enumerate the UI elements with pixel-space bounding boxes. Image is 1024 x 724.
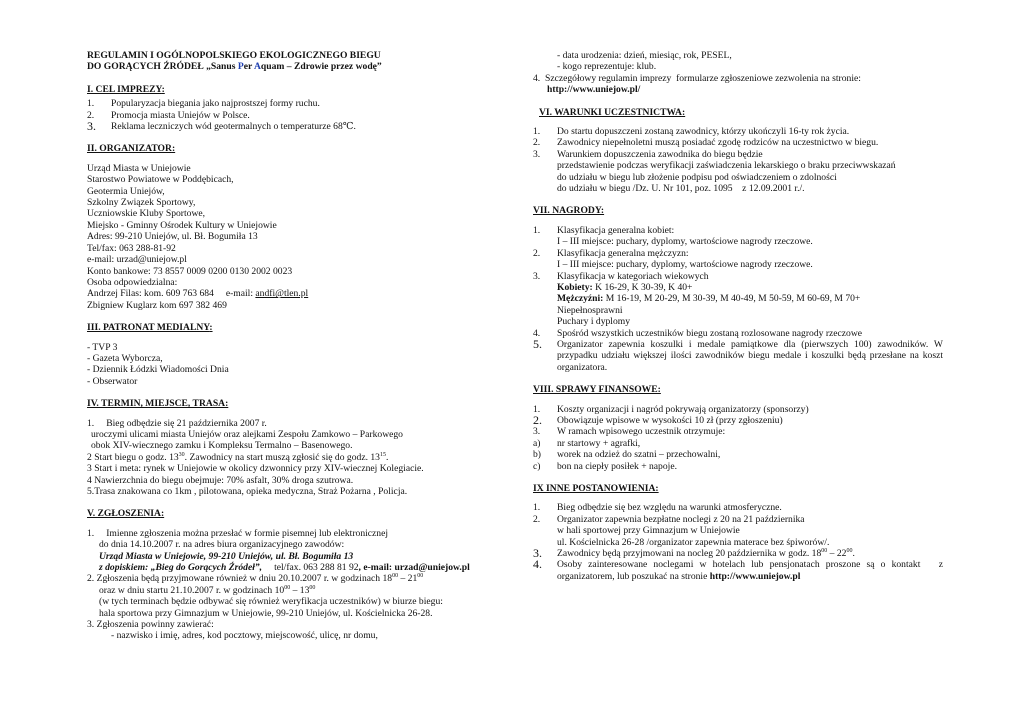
section-heading-organizer: II. ORGANIZATOR: [87,143,176,155]
list-item: - TVP 3 [87,341,118,353]
title-line-1: REGULAMIN I OGÓLNOPOLSKIEGO EKOLOGICZNEGO BIEGU [87,50,381,61]
term-line: 5.Trasa znakowana co 1km , pilotowana, opieka medyczna, Straż Pożarna , Policja. [87,486,408,497]
document-title [87,50,502,73]
contact-line: Andrzej Filas: kom. 609 763 684 e-mail: andfi@tlen.pl [87,288,309,300]
list-item-cont: Kobiety: K 16-29, K 30-39, K 40+ [557,281,693,293]
right-column [533,50,946,582]
reg-line: Urząd Miasta w Uniejowie, 99-210 Uniejów, ul. Bł. Bogumiła 13 [99,550,354,562]
section-heading-prizes: VII. NAGRODY: [533,205,605,217]
list-item: 2. Promocja miasta Uniejów w Polsce. [87,109,250,121]
list-item: 4. Osoby zainteresowane noclegami w hotelach lub pensjonatach proszone są o kontakt z organizatorem, lub poszukać na stronie http://www.uniejow.pl [533,557,946,582]
organizer-line: Osoba odpowiedzialna: [87,276,178,288]
other-list [533,502,946,582]
list-item: 3. W ramach wpisowego uczestnik otrzymuje: [533,426,726,438]
organizer-line: Adres: 99-210 Uniejów, ul. Bł. Bogumiła 13 [87,231,258,243]
list-item: 1. Bieg odbędzie się bez względu na warunki atmosferyczne. [533,502,782,514]
term-line: uroczymi ulicami miasta Uniejów oraz alejkami Zespołu Zamkowo – Parkowego [91,428,403,440]
list-item: b) worek na odzież do szatni – przechowalni, [533,449,721,461]
organizer-line: e-mail: urzad@uniejow.pl [87,254,187,266]
list-item-cont: do udziału w biegu /Dz. U. Nr 101, poz. 1095 z 12.09.2001 r./. [557,183,805,195]
organizer-line: Konto bankowe: 73 8557 0009 0200 0130 2002 0023 [87,265,293,277]
list-item: 3. Reklama leczniczych wód geotermalnych o temperaturze 68℃. [87,119,356,134]
section-heading-finance: VIII. SPRAWY FINANSOWE: [533,384,661,396]
reg-line: oraz w dniu startu 21.10.2007 r. w godzinach $10^{00} - 13^{00}$ [99,584,316,596]
finance-list [533,404,943,472]
reg-line: - nazwisko i imię, adres, kod pocztowy, miejscowość, ulicę, nr domu, [111,630,378,642]
contact-line-2: Zbigniew Kuglarz kom 697 382 469 [87,299,227,311]
list-item: c) bon na ciepły posiłek + napoje. [533,460,677,472]
list-item-cont: ul. Kościelnicka 26-28 /organizator zapewnia materace bez śpiworów/. [557,536,830,548]
organizer-line: Uczniowskie Kluby Sportowe, [87,208,206,220]
conditions-list [533,126,943,194]
section-heading-registration: V. ZGŁOSZENIA: [87,508,165,520]
organizer-line: Starostwo Powiatowe w Poddębicach, [87,174,234,186]
reg-line: - kogo reprezentuje: klub. [557,61,657,73]
list-item: 2. Obowiązuje wpisowe w wysokości 10 zł (przy zgłoszeniu) [533,412,783,427]
list-item: 1. Klasyfikacja generalna kobiet: [533,224,675,236]
organizer-line: Urząd Miasta w Uniejowie [87,162,191,174]
list-item: 2. Klasyfikacja generalna mężczyzn: [533,247,689,259]
section-heading-goal: I. CEL IMPREZY: [87,83,165,95]
website-link[interactable]: http://www.uniejow.pl [709,570,801,582]
reg-line: (w tych terminach będzie odbywać się również weryfikacja uczestników) w biurze biegu: [99,596,443,608]
list-item-cont: Niepełnosprawni [557,304,623,316]
term-line: 4 Nawierzchnia do biegu obejmuje: 70% asfalt, 30% droga szutrowa. [87,474,354,486]
reg-line: 3. Zgłoszenia powinny zawierać: [87,619,214,631]
section-heading-patronage: III. PATRONAT MEDIALNY: [87,322,213,334]
reg-line: 2. Zgłoszenia będą przyjmowane również w dniu 20.10.2007 r. w godzinach $18^{00} - 21^{00}$ [87,573,424,585]
left-column [87,50,502,642]
list-item-cont: I – III miejsce: puchary, dyplomy, wartościowe nagrody rzeczowe. [557,236,813,248]
reg-line: z dopiskiem: „Bieg do Gorących Źródeł”, tel/fax. 063 288 81 92, e-mail: urzad@uniejow.pl [99,562,470,574]
list-item-cont: w hali sportowej przy Gimnazjum w Uniejowie [557,525,740,537]
organizer-block [87,163,502,311]
email-link[interactable]: andfi@tlen.pl [255,288,309,300]
patronage-list [87,342,502,388]
reg-line: - data urodzenia: dzień, miesiąc, rok, PESEL, [557,50,732,61]
list-item: 1. Koszty organizacji i nagród pokrywają organizatorzy (sponsorzy) [533,403,809,415]
list-item-cont: I – III miejsce: puchary, dyplomy, wartościowe nagrody rzeczowe. [557,259,813,271]
list-item: a) nr startowy + agrafki, [533,437,641,449]
organizer-line: Tel/fax: 063 288-81-92 [87,242,176,254]
organizer-line: Geotermia Uniejów, [87,185,165,197]
prizes-list [533,225,943,373]
title-line-2: DO GORĄCYCH ŹRÓDEŁ „Sanus Per Aquam – Zdrowie przez wodę” [87,61,382,73]
organizer-line: Miejsko - Gminny Ośrodek Kultury w Uniejowie [87,219,277,231]
list-item: - Dziennik Łódzki Wiadomości Dnia [87,364,229,376]
term-line: 2 Start biegu o godz. $13^{30}$. Zawodnicy na start muszą zgłosić się do godz. $13^{15}$. [87,451,389,463]
organizer-line: Szkolny Związek Sportowy, [87,197,196,209]
term-line: 1. Bieg odbędzie się 21 października 2007 r. [87,417,267,429]
list-item: 3. Warunkiem dopuszczenia zawodnika do biegu będzie [533,148,763,160]
list-item-cont: do udziału w biegu lub złożenie podpisu pod oświadczeniem o zdolności [557,171,837,183]
section-heading-conditions: VI. WARUNKI UCZESTNICTWA: [539,106,686,118]
list-item-cont: Puchary i dyplomy [557,316,631,328]
section-heading-other: IX INNE POSTANOWIENIA: [533,483,659,494]
reg-line: hala sportowa przy Gimnazjum w Uniejowie, 99-210 Uniejów, ul. Kościelnicka 26-28. [99,607,433,619]
list-item: 3. Zawodnicy będą przyjmowani na nocleg 20 października w godz. $18^{00} - 22^{00}$. [533,546,855,561]
list-item: 2. Organizator zapewnia bezpłatne noclegi z 20 na 21 października [533,513,805,525]
list-item: 4. Spośród wszystkich uczestników biegu zostaną rozlosowane nagrody rzeczowe [533,327,863,339]
list-item: - Obserwator [87,375,138,387]
section-heading-term: IV. TERMIN, MIEJSCE, TRASA: [87,398,229,410]
registration-block [87,528,502,642]
list-item: 5. Organizator zapewnia koszulki i medale pamiątkowe dla (pierwszych 100) zawodników. W przypadku udziału większej ilości zawodników biegu medale i koszulki będą przesłane na koszt organizatora. [533,336,943,373]
reg-line: 1. Imienne zgłoszenia można przesłać w formie pisemnej lub elektronicznej [87,527,389,539]
website-link[interactable]: http://www.uniejow.pl/ [547,84,641,96]
list-item: 1. Popularyzacja biegania jako najprostszej formy ruchu. [87,98,320,110]
list-item: 2. Zawodnicy niepełnoletni muszą posiadać zgodę rodziców na uczestnictwo w biegu. [533,137,879,149]
list-item: 3. Klasyfikacja w kategoriach wiekowych [533,270,709,282]
reg-line: do dnia 14.10.2007 r. na adres biura organizacyjnego zawodów: [99,539,345,551]
reg-line: 4. Szczegółowy regulamin imprezy formularze zgłoszeniowe zezwolenia na stronie: [533,72,861,84]
list-item: 1. Do startu dopuszczeni zostaną zawodnicy, którzy ukończyli 16-ty rok życia. [533,126,850,138]
list-item-cont: przedstawienie podczas weryfikacji zaświadczenia lekarskiego o braku przeciwwskazań [557,160,896,172]
list-item-cont: Mężczyźni: M 16-19, M 20-29, M 30-39, M 40-49, M 50-59, M 60-69, M 70+ [557,293,861,305]
term-line: obok XIV-wiecznego zamku i Kompleksu Termalno – Basenowego. [91,440,353,452]
term-line: 3 Start i meta: rynek w Uniejowie w okolicy dzwonnicy przy XIV-wiecznej Kolegiacie. [87,463,424,475]
list-item: - Gazeta Wyborcza, [87,352,163,364]
term-block [87,418,502,498]
